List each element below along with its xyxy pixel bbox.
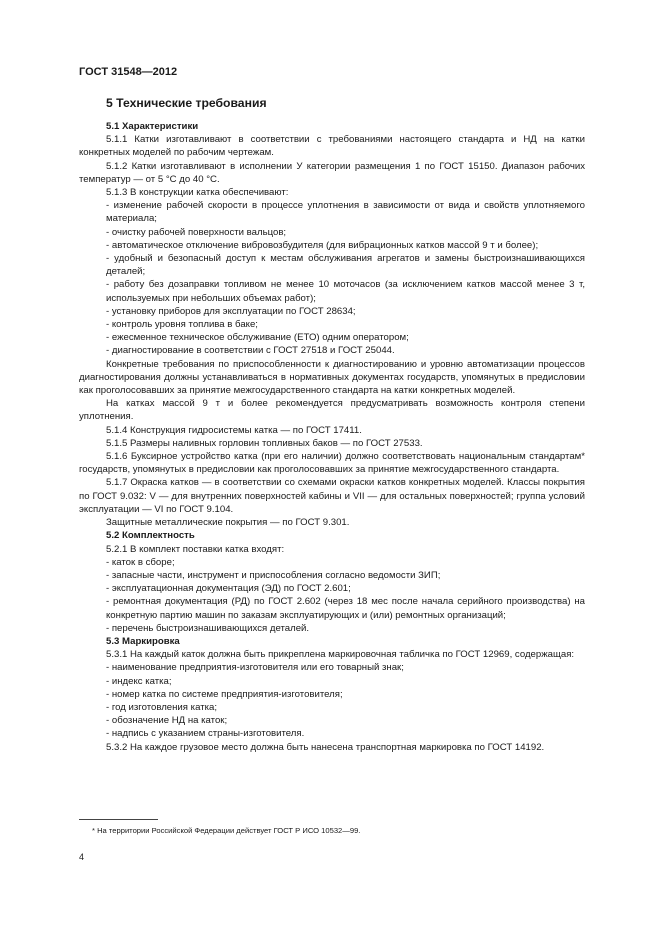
section-title: 5 Технические требования xyxy=(106,96,267,110)
list-item: - надпись с указанием страны-изготовителя. xyxy=(106,728,305,740)
footnote-divider xyxy=(79,819,158,820)
subsection-title-characteristics: 5.1 Характеристики xyxy=(106,121,199,132)
subsection-title-marking: 5.3 Маркировка xyxy=(106,635,180,647)
list-item: - наименование предприятия-изготовителя или его товарный знак; xyxy=(106,662,404,674)
document-body xyxy=(79,96,585,754)
paragraph: 5.1.3 В конструкции катка обеспечивают: xyxy=(106,187,289,199)
paragraph: Конкретные требования по приспособленности к диагностированию и уровню автоматизации процессов диагностирования должны устанавливаться в нормативных документах государств, упомянутых в предисловии как проголосовавших за принятие межгосударственного стандарта на катки конкретных моделей. xyxy=(79,358,585,397)
list-item: - установку приборов для эксплуатации по ГОСТ 28634; xyxy=(106,305,356,317)
paragraph: 5.1.6 Буксирное устройство катка (при его наличии) должно соответствовать национальным стандартам* государств, упомянутых в предисловии как проголосовавших за принятие межгосударственного стандарта. xyxy=(79,451,585,476)
list-item: - эксплуатационная документация (ЭД) по ГОСТ 2.601; xyxy=(106,583,351,595)
page-number: 4 xyxy=(79,852,85,862)
paragraph: 5.1.7 Окраска катков — в соответствии со схемами окраски катков конкретных моделей. Классы покрытия по ГОСТ 9.032: V — для внутренних поверхностей кабины и VII — для остальных поверхностей; группа условий эксплуатации — VI по ГОСТ 9.104. xyxy=(79,477,585,515)
list-item: - работу без дозаправки топливом не менее 10 моточасов (за исключением катков массой менее 3 т, используемых при небольших объемах работ); xyxy=(106,279,585,304)
list-item: - год изготовления катка; xyxy=(106,701,217,713)
list-item: - удобный и безопасный доступ к местам обслуживания агрегатов и замены быстроизнашивающихся деталей; xyxy=(106,253,585,278)
document-header: ГОСТ 31548—2012 xyxy=(79,66,178,78)
list-item: - контроль уровня топлива в баке; xyxy=(106,319,258,331)
list-item: - каток в сборе; xyxy=(106,556,175,568)
paragraph: 5.2.1 В комплект поставки катка входят: xyxy=(106,543,285,555)
paragraph: 5.1.4 Конструкция гидросистемы катка — по ГОСТ 17411. xyxy=(106,424,362,436)
list-item: - номер катка по системе предприятия-изготовителя; xyxy=(106,688,343,700)
paragraph: 5.1.1 Катки изготавливают в соответствии с требованиями настоящего стандарта и НД на катки конкретных моделей по рабочим чертежам. xyxy=(79,134,585,159)
paragraph: Защитные металлические покрытия — по ГОСТ 9.301. xyxy=(106,517,350,529)
paragraph: На катках массой 9 т и более рекомендуется предусматривать возможность контроля степени уплотнения. xyxy=(79,398,585,423)
paragraph: 5.3.2 На каждое грузовое место должна быть нанесена транспортная маркировка по ГОСТ 14192. xyxy=(106,741,545,753)
paragraph: 5.1.5 Размеры наливных горловин топливных баков — по ГОСТ 27533. xyxy=(106,437,423,449)
subsection-title-completeness: 5.2 Комплектность xyxy=(106,530,195,542)
footnote: * На территории Российской Федерации действует ГОСТ Р ИСО 10532—99. xyxy=(92,826,361,835)
list-item: - диагностирование в соответствии с ГОСТ 27518 и ГОСТ 25044. xyxy=(106,345,395,357)
list-item: - ремонтная документация (РД) по ГОСТ 2.602 (через 18 мес после начала серийного производства) на конкретную партию машин по заказам эксплуатирующих и (или) ремонтных организаций; xyxy=(106,596,585,621)
list-item: - изменение рабочей скорости в процессе уплотнения в зависимости от вида и свойств уплотняемого материала; xyxy=(106,200,585,225)
list-item: - индекс катка; xyxy=(106,675,172,687)
paragraph: 5.1.2 Катки изготавливают в исполнении У категории размещения 1 по ГОСТ 15150. Диапазон рабочих температур — от 5 °С до 40 °С. xyxy=(79,160,585,185)
list-item: - перечень быстроизнашивающихся деталей. xyxy=(106,622,310,634)
list-item: - автоматическое отключение вибровозбудителя (для вибрационных катков массой 9 т и более); xyxy=(106,239,539,251)
list-item: - обозначение НД на каток; xyxy=(106,715,228,727)
list-item: - очистку рабочей поверхности вальцов; xyxy=(106,226,287,238)
list-item: - запасные части, инструмент и приспособления согласно ведомости ЗИП; xyxy=(106,569,441,581)
list-item: - ежесменное техническое обслуживание (ЕТО) одним оператором; xyxy=(106,332,409,344)
paragraph: 5.3.1 На каждый каток должна быть прикреплена маркировочная табличка по ГОСТ 12969, содержащая: xyxy=(106,649,575,661)
